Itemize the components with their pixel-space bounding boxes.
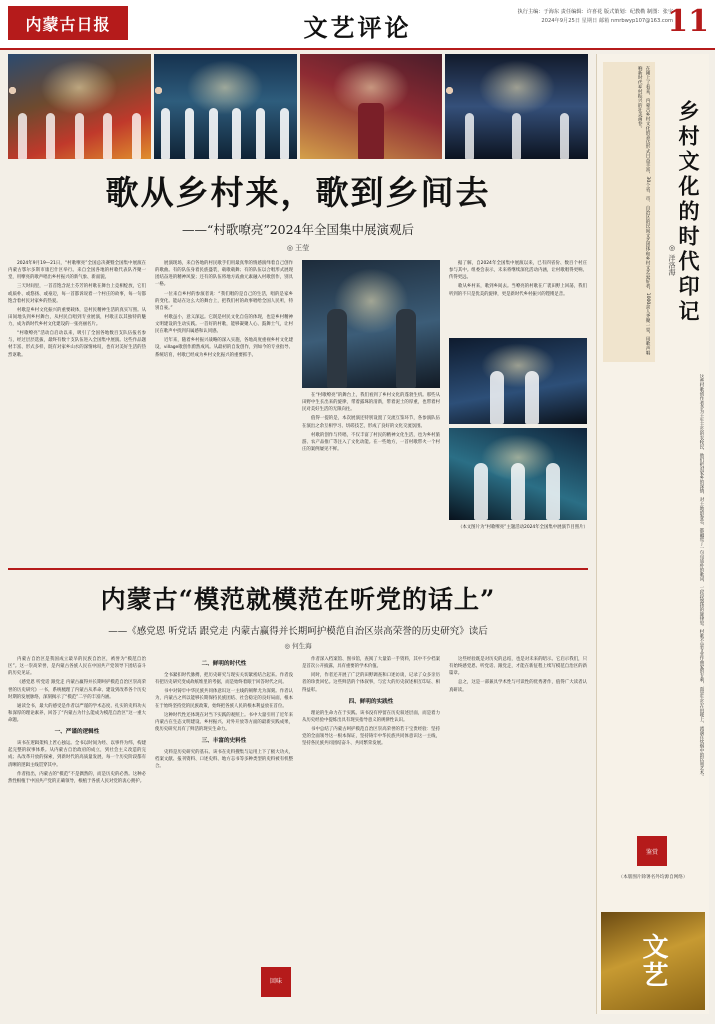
- article1-body: [8, 260, 588, 560]
- sidebar-body: [601, 374, 705, 864]
- paragraph: 近年来，随着乡村振兴战略的深入实施，各地高度重视乡村文化建设，village歌创作蔚然成风。从最初的自发创作，到如今的专业指导、系统培育，村歌已经成为乡村文化振兴的重要抓手。: [155, 338, 293, 358]
- photo-2: [154, 54, 297, 159]
- paragraph: 2024年9月19—21日，“村歌嘹亮”全国总决赛暨全国集中展演在内蒙古鄂尔多斯市康巴什区举行。来自全国各地的村歌代表队齐聚一堂，用嘹亮的歌声唱出乡村振兴的新气象、新面貌。: [8, 261, 146, 281]
- performer-figure: [18, 113, 27, 159]
- singer-figure: [358, 103, 384, 159]
- sidebar-paragraph: 这些村歌创作者多为土生土长的农牧民，他们把对家乡的深情、对土地的眷恋，都融进了一句句质朴的歌词、一段段悠扬的旋律里。村歌不是专业作曲家的专利，而是生长在田埂上、流淌在炊烟中的民间艺术。: [699, 374, 704, 779]
- masthead: [0, 0, 715, 50]
- paragraph: 书中对铸牢中华民族共同体意识这一主线的阐释尤为深刻。作者认为，内蒙古之所以能够长期保持民族团结、社会稳定的良好局面，根本在于始终坚持党的民族政策，始终把各族人民的根本利益放在首位。: [155, 689, 293, 709]
- performer-figure: [511, 463, 525, 520]
- masthead-meta-line2: 2024年9月25日 星期日 邮箱 nmrbwyp107@163.com: [541, 17, 673, 24]
- dancer-group: [445, 94, 588, 159]
- head-shape: [446, 87, 453, 94]
- paragraph: 这种时代性还体现在对当下实践的观照上。书中大量引用了近年来内蒙古在生态文明建设、乡村振兴、对外开放等方面的最新实践成果，使历史研究具有了鲜活的现实生命力。: [155, 712, 293, 732]
- photo-3: [300, 54, 443, 159]
- performer-figure: [546, 463, 560, 520]
- paragraph: 三天时间里，一首首饱含泥土芬芳的村歌在舞台上竞相绽放，它们或质朴、或悠扬、或豪迈，每一首都诉说着一个村庄的故事，每一句都饱含着村民对家乡的热爱。: [8, 284, 146, 304]
- article1-subhead: ——“村歌嘹亮”2024年全国集中展演观后: [181, 222, 415, 237]
- choir-group: [154, 94, 297, 159]
- article2-byline: ◎ 何生海: [284, 642, 312, 650]
- article2-subhead: ——《感党恩 听党话 跟党走 内蒙古赢得并长期呵护模范自治区崇高荣誉的历史研究》读后: [108, 626, 488, 637]
- performer-figure: [46, 113, 55, 159]
- performer-figure: [490, 371, 504, 424]
- page-number: 11: [667, 4, 709, 39]
- main-content: [8, 54, 588, 1001]
- performer-figure: [474, 463, 488, 520]
- masthead-meta-line1: 执行主编：于海东 责任编辑：许喜花 版式策划：纪教勒 制图：张宇: [517, 9, 673, 15]
- photo-4: [445, 54, 588, 159]
- paragraph: 史料是历史研究的基石。该书在史料搜集与运用上下了极大功夫，档案文献、报刊资料、口述史料、地方志书等多种类型的史料被有机整合。: [155, 750, 293, 770]
- paragraph: 《感党恩 听党话 跟党走 内蒙古赢得并长期呵护模范自治区崇高荣誉的历史研究》一书，系统梳理了内蒙古从革命、建设到改革各个历史时期的发展脉络，深刻揭示了“模范”二字的丰富内涵。: [8, 680, 146, 700]
- article1-photo-center: [302, 260, 440, 388]
- performer-figure: [103, 113, 112, 159]
- paragraph: 书中总结了内蒙古呵护模范自治区崇高荣誉的若干宝贵经验：坚持党的全面领导这一根本保证，坚持铸牢中华民族共同体意识这一主线，坚持各民族共同团结奋斗、共同繁荣发展。: [302, 726, 440, 747]
- masthead-rule: [0, 48, 715, 50]
- paragraph: 村歌虽小，意义深远。它既是村民文化自信的体现，也是乡村精神文明建设的生动实践。一首好的村歌，能够凝聚人心、鼓舞士气，让村民在歌声中找到归属感和认同感。: [155, 314, 293, 335]
- article2-seal: 回味: [261, 967, 291, 997]
- section-brand-logo: [601, 912, 705, 1010]
- performer-figure: [132, 113, 141, 159]
- paragraph: 通读全书，最大的感受是作者以严谨的学术态度、扎实的史料功夫和深厚的理论素养，回答了“内蒙古为什么能成为模范自治区”这一重大命题。: [8, 703, 146, 723]
- article1-column-3: [302, 392, 440, 560]
- paragraph: 内蒙古自治区是我国成立最早的民族自治区，被誉为“模范自治区”。这一崇高荣誉，是内蒙古各族人民在中国共产党领导下团结奋斗的历史见证。: [8, 657, 146, 677]
- article2-body: [8, 656, 588, 1001]
- paragraph: 同时，作者还开展了广泛的田野调查和口述访谈，记录了众多亲历者的珍贵回忆。这些鲜活的个体叙事，与宏大的历史叙述相互印证、相得益彰。: [302, 673, 440, 693]
- performer-figure: [75, 113, 84, 159]
- paragraph: 理论的生命力在于实践。该书没有停留在历史叙述层面，而是着力从历史经验中提炼出具有现实指导意义的规律性认识。: [302, 710, 440, 723]
- article2-headline: 内蒙古“模范就模范在听党的话上”: [100, 585, 496, 614]
- performer-figure: [560, 113, 569, 159]
- performer-group: [8, 94, 151, 159]
- performer-figure: [512, 113, 521, 159]
- performer-figure: [465, 113, 474, 159]
- paragraph: “村歌嘹亮”活动自启动以来，吸引了全国各地数百支队伍报名参与，经过层层选拔，最终有数十支队伍进入全国集中展演。这些作品题材丰富、形式多样，既有对家乡山水的深情咏叹，也有对美好生活的热烈讴歌。: [8, 331, 146, 358]
- paragraph: 作者指出，内蒙古的“模范”不是偶然的，而是历史的必然。这种必然性根植于中国共产党的正确领导，根植于各族人民对党的衷心拥护。: [8, 771, 146, 784]
- article2-divider: [8, 568, 588, 570]
- article2-section-heading-4: 四、鲜明的实践性: [348, 698, 394, 705]
- paragraph: 展演现场，来自各地的村民歌手们用最真挚的情感演绎着自己创作的歌曲。有的队伍身着民族盛装，载歌载舞；有的队伍以合唱形式展现团结奋进的精神风貌；还有的队伍将地方戏曲元素融入村歌创作，别具一格。: [155, 261, 293, 288]
- photo-strip: [8, 54, 588, 159]
- sidebar-note: （本版图片除署名外均源自网络）: [618, 875, 688, 880]
- article2-header: [8, 580, 588, 650]
- sidebar-author: ◎ 洋洛海: [668, 244, 676, 276]
- performer-figure: [280, 108, 289, 159]
- paragraph: 作者深入档案馆、图书馆，查阅了大量第一手资料，其中不少档案是首次公开披露，具有重要的学术价值。: [302, 657, 440, 670]
- article2-section-heading-1: 一、严谨的逻辑性: [54, 729, 100, 736]
- paragraph: 一位来自乡村的参演者说：“我们唱的是自己的生活，唱的是家乡的变化。能站在这么大的舞台上，把我们村的故事唱给全国人民听，特别自豪。”: [155, 291, 293, 311]
- performer-figure: [327, 309, 347, 388]
- singer-group: [300, 94, 443, 159]
- article2-section-heading-2: 二、鲜明的时代性: [201, 661, 247, 667]
- sidebar-body-2: [563, 374, 597, 864]
- performer-figure: [161, 108, 170, 159]
- paragraph: 总之，这是一部兼具学术性与可读性的优秀著作，值得广大读者认真研读。: [449, 680, 587, 693]
- performer-figure: [525, 371, 539, 424]
- paragraph: 值得一提的是，本次展演还特别设置了交流互鉴环节，各参演队伍在演出之余互相学习、切磋技艺，形成了良好的文化交流氛围。: [302, 416, 440, 429]
- section-title: 文艺评论: [303, 13, 412, 42]
- performer-figure: [185, 108, 194, 159]
- paragraph: 据了解，自2024年全国集中展演以来，已有四省份、数百个村庄参与其中。组委会表示，未来将继续深化活动内涵，让村歌唱得更响、传得更远。: [449, 261, 587, 281]
- paragraph: 歌从乡村来，歌到乡间去。当嘹亮的村歌在广袤田野上回荡，我们听到的不只是优美的旋律，更是新时代乡村振兴的铿锵足音。: [449, 284, 587, 297]
- brand-main-text: 文艺: [638, 933, 668, 989]
- photo-1: [8, 54, 151, 159]
- article2-section-heading-3: 三、丰富的史料性: [201, 738, 247, 745]
- article1-column-1: [8, 260, 146, 560]
- article1-header: [8, 167, 588, 253]
- paragraph: 村歌是乡村文化振兴的重要载体，是村民精神生活的真实写照。从田间地头到乡村舞台，从村民自唱到专业展演，村歌正以其独特的魅力，成为新时代乡村文化建设的一张亮丽名片。: [8, 307, 146, 327]
- article1-byline: ◎ 王莹: [286, 244, 310, 252]
- performer-figure: [256, 108, 265, 159]
- performer-figure: [396, 309, 416, 388]
- sidebar-seal: 鉴赏: [637, 836, 667, 866]
- paragraph: （本文图片为“村歌嘹亮”主题活动2024年全国集中展演节目照片）: [458, 525, 588, 530]
- paragraph: 该书在逻辑架构上匠心独运。全书以时间为经、以事件为纬，构建起完整的叙事体系。从内蒙古自治政府的成立，到社会主义改造的完成；从改革开放的探索，到新时代的高质量发展，每一个历史阶段都有清晰的逻辑主线贯穿其中。: [8, 741, 146, 768]
- sidebar-column: [596, 54, 709, 1014]
- performer-figure: [232, 108, 241, 159]
- duo-group: [302, 298, 440, 388]
- sidebar-lead: 在刚上了看来，内蒙古乡村文化的表达形式日益丰富，30个省、市、自治区的民间文艺团体和乡村文艺爱好者，1000余人齐聚一堂，用歌声唱响新时代乡村振兴的壮美画卷。: [603, 62, 655, 362]
- article1-column-4: [449, 260, 587, 332]
- publication-logo: 内蒙古日报: [8, 6, 128, 40]
- head-shape: [155, 87, 162, 94]
- head-shape: [9, 87, 16, 94]
- paragraph: 这些经验既是对历史的总结，也是对未来的昭示。它启示我们，只有始终感党恩、听党话、跟党走，才能在新征程上续写模范自治区的新篇章。: [449, 657, 587, 677]
- paragraph: 在“村歌嘹亮”的舞台上，我们看到了乡村文化的蓬勃生机。那些从田野中生长出来的旋律，带着露珠的清新，带着泥土的厚重，也带着村民对美好生活的无限向往。: [302, 393, 440, 413]
- paragraph: 全书紧扣时代脉搏，把历史研究与现实关切紧密结合起来。作者没有把历史研究变成故纸堆里的考据，而是始终着眼于回答时代之问。: [155, 673, 293, 686]
- article2-column-3: [302, 656, 440, 1001]
- article2-column-2: [155, 656, 293, 1001]
- sidebar-title: 乡村文化的时代印记: [676, 100, 701, 325]
- article2-column-1: [8, 656, 146, 1001]
- article1-headline: 歌从乡村来，歌到乡间去: [105, 173, 491, 212]
- article1-column-2: [155, 260, 293, 560]
- paragraph: 村歌的创作与传唱，不仅丰富了村民的精神文化生活，也为乡村旅游、农产品推广等注入了文化动能。在一些地方，一首村歌带火一个村庄的案例屡见不鲜。: [302, 432, 440, 452]
- masthead-meta: [423, 8, 673, 26]
- performer-figure: [209, 108, 218, 159]
